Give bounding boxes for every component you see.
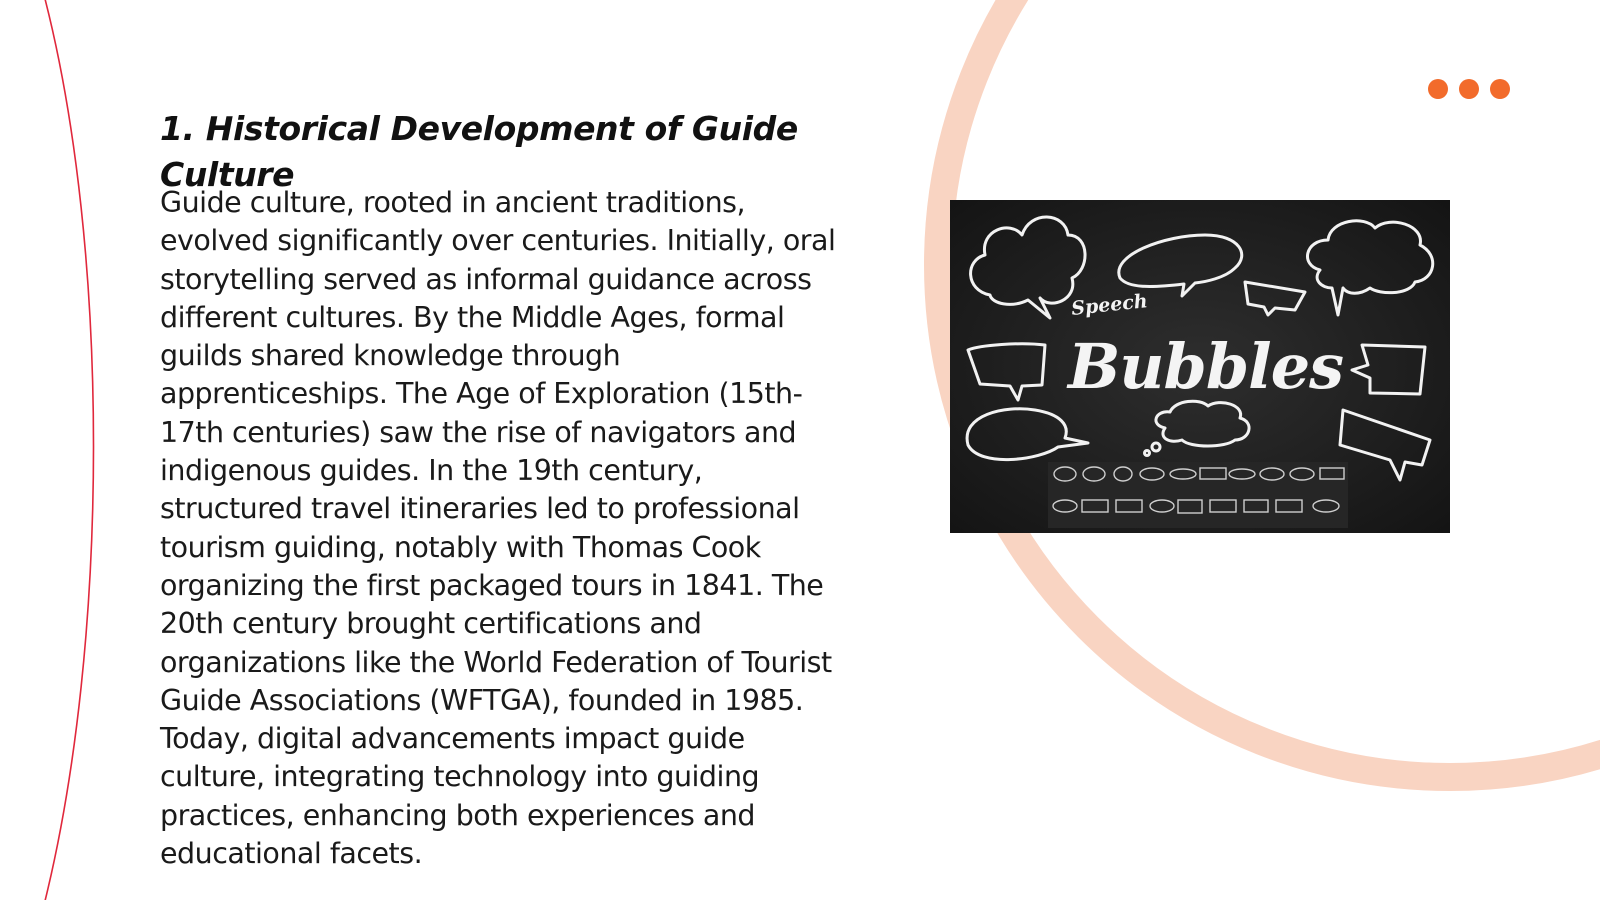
dot-3 — [1490, 79, 1510, 99]
slide-body-text: Guide culture, rooted in ancient traditions, evolved significantly over centuries. Initially, oral storytelling served as informal guidance across different cultures. By the Middle Ages, formal guilds shared knowledge through apprenticeships. The Age of Exploration (15th-17th centuries) saw the rise of navigators and indigenous guides. In the 19th century, structured travel itineraries led to professional tourism guiding, notably with Thomas Cook organizing the first packaged tours in 1841. The 20th century brought certifications and organizations like the World Federation of Tourist Guide Associations (WFTGA), founded in 1985. Today, digital advancements impact guide culture, integrating technology into guiding practices, enhancing both experiences and educational facets. — [160, 186, 836, 871]
dot-2 — [1459, 79, 1479, 99]
slide-title: 1. Historical Development of Guide Culture — [160, 109, 798, 194]
decorative-left-line — [44, 0, 94, 900]
image-script-word: Speech — [1070, 290, 1149, 320]
orange-dots-icon — [1428, 79, 1510, 99]
speech-bubbles-image — [950, 200, 1450, 533]
dot-1 — [1428, 79, 1448, 99]
image-main-word: Bubbles — [1068, 330, 1344, 403]
mini-bubble-grid — [1048, 462, 1348, 528]
